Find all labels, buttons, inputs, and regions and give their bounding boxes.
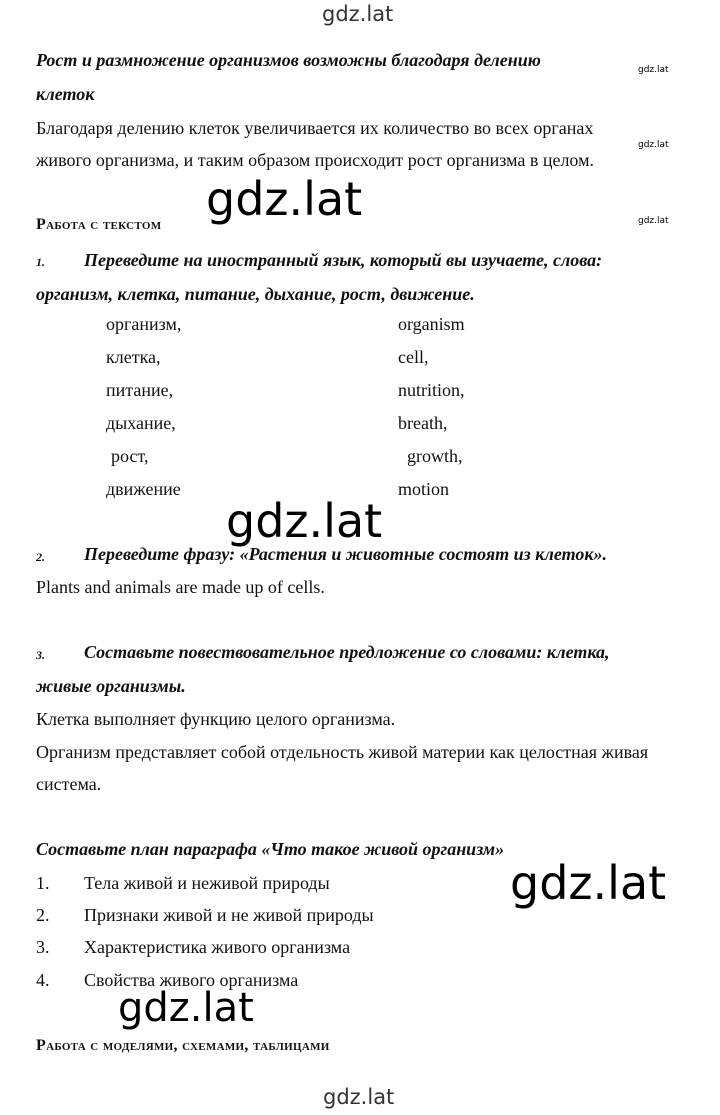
translation-en: nutrition,: [398, 380, 465, 400]
body-line2: живого организма, и таким образом происходит рост организма в целом.: [36, 150, 594, 170]
plan-heading: Составьте план параграфа «Что такое живой организм»: [36, 839, 505, 859]
task3-answer1: Клетка выполняет функцию целого организма.: [36, 709, 396, 729]
watermark-bottom: gdz.lat: [323, 1085, 395, 1109]
section-heading-line1: Рост и размножение организмов возможны благодаря делению: [36, 50, 541, 70]
watermark-big-3: gdz.lat: [510, 856, 667, 910]
plan-item-number: 3.: [36, 937, 50, 957]
watermark-big-4: gdz.lat: [118, 985, 254, 1031]
plan-item-text: Признаки живой и не живой природы: [84, 905, 374, 925]
translation-en: cell,: [398, 347, 429, 367]
models-section-title: Работа с моделями, схемами, таблицами: [36, 1037, 330, 1054]
plan-item-number: 1.: [36, 873, 50, 893]
task3-answer2-line2: система.: [36, 774, 102, 794]
watermark-small-3: gdz.lat: [638, 216, 669, 226]
plan-item-text: Тела живой и неживой природы: [84, 873, 330, 893]
watermark-small-1: gdz.lat: [638, 65, 669, 75]
translation-ru: питание,: [106, 380, 174, 400]
task3-answer2-line1: Организм представляет собой отдельность живой материи как целостная живая: [36, 742, 649, 762]
task1-line2: организм, клетка, питание, дыхание, рост, движение.: [36, 284, 475, 304]
translation-ru: клетка,: [106, 347, 161, 367]
plan-item-number: 2.: [36, 905, 50, 925]
task2-question: Переведите фразу: «Растения и животные состоят из клеток».: [84, 544, 608, 564]
work-with-text-title: Работа с текстом: [36, 216, 162, 233]
task2-answer: Plants and animals are made up of cells.: [36, 577, 325, 597]
plan-item-number: 4.: [36, 970, 50, 990]
translation-en: breath,: [398, 413, 448, 433]
translation-en: organism: [398, 314, 465, 334]
plan-item-text: Характеристика живого организма: [84, 937, 351, 957]
watermark-big-1: gdz.lat: [206, 172, 363, 226]
task3-number: 3.: [36, 648, 45, 662]
translation-ru: рост,: [111, 446, 149, 466]
watermark-small-2: gdz.lat: [638, 140, 669, 150]
translation-ru: движение: [106, 479, 181, 499]
task3-line1: Составьте повествовательное предложение со словами: клетка,: [84, 642, 610, 662]
watermark-top: gdz.lat: [322, 2, 394, 26]
translation-en: motion: [398, 479, 450, 499]
task1-number: 1.: [36, 255, 45, 269]
watermark-big-2: gdz.lat: [226, 494, 383, 548]
task1-line1: Переведите на иностранный язык, который вы изучаете, слова:: [84, 250, 603, 270]
task3-line2: живые организмы.: [36, 676, 186, 696]
task2-number: 2.: [36, 550, 45, 564]
translation-en: growth,: [407, 446, 463, 466]
translation-ru: организм,: [106, 314, 182, 334]
plan-item-text: Свойства живого организма: [84, 970, 299, 990]
body-line1: Благодаря делению клеток увеличивается их количество во всех органах: [36, 118, 594, 138]
section-heading-line2: клеток: [36, 84, 95, 104]
translation-ru: дыхание,: [106, 413, 176, 433]
